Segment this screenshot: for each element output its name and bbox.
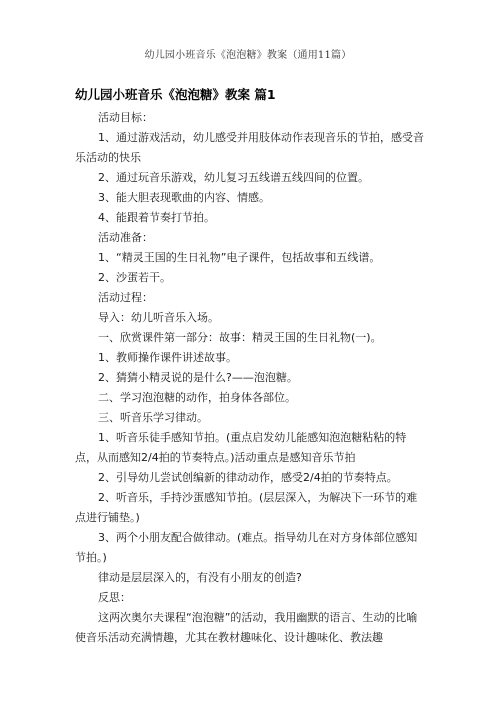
paragraph-preparation-1: 1、“精灵王国的生日礼物”电子课件，包括故事和五线谱。 bbox=[98, 251, 381, 264]
paragraph-step-1-2: 2、猜猜小精灵说的是什么?——泡泡糖。 bbox=[98, 371, 298, 384]
paragraph-step-3: 三、听音乐学习律动。 bbox=[98, 411, 208, 424]
paragraph-step-3-2a: 2、引导幼儿尝试创编新的律动动作，感受2/4拍的节奏特点。 bbox=[98, 471, 398, 484]
paragraph-preparation-2: 2、沙蛋若干。 bbox=[98, 271, 171, 284]
section-title: 幼儿园小班音乐《泡泡糖》教案 篇1 bbox=[75, 87, 276, 102]
paragraph-activity-goals-heading: 活动目标： bbox=[98, 111, 153, 124]
paragraph-reflection: 这两次奥尔夫课程“泡泡糖”的活动，我用幽默的语言、生动的比喻使音乐活动充满情趣，尤其在教材趣味化、设计趣味化、教法趣 bbox=[75, 611, 418, 644]
paragraph-goal-3: 3、能大胆表现歌曲的内容、情感。 bbox=[98, 191, 270, 204]
paragraph-question: 律动是层层深入的，有没有小朋友的创造? bbox=[98, 571, 302, 584]
paragraph-step-2: 二、学习泡泡糖的动作，拍身体各部位。 bbox=[98, 391, 296, 404]
paragraph-step-1: 一、欣赏课件第一部分：故事：精灵王国的生日礼物(一)。 bbox=[98, 331, 382, 344]
article-body bbox=[75, 85, 425, 648]
document-header: 幼儿园小班音乐《泡泡糖》教案（通用11篇） bbox=[144, 50, 352, 61]
paragraph-preparation-heading: 活动准备： bbox=[98, 231, 153, 244]
paragraph-intro: 导入：幼儿听音乐入场。 bbox=[98, 311, 219, 324]
paragraph-goal-1: 1、通过游戏活动，幼儿感受并用肢体动作表现音乐的节拍，感受音乐活动的快乐 bbox=[75, 131, 424, 164]
paragraph-goal-4: 4、能跟着节奏打节拍。 bbox=[98, 211, 215, 224]
paragraph-step-3-1: 1、听音乐徒手感知节拍。(重点启发幼儿能感知泡泡糖粘粘的特点，从而感知2/4拍的节奏特点。)活动重点是感知音乐节拍 bbox=[75, 431, 407, 464]
paragraph-reflection-heading: 反思： bbox=[98, 591, 131, 604]
paragraph-step-3-2b: 2、听音乐，手持沙蛋感知节拍。(层层深入，为解决下一环节的难点进行铺垫。) bbox=[75, 491, 418, 524]
paragraph-process-heading: 活动过程： bbox=[98, 291, 153, 304]
paragraph-goal-2: 2、通过玩音乐游戏，幼儿复习五线谱五线四间的位置。 bbox=[98, 171, 369, 184]
paragraph-step-3-3: 3、两个小朋友配合做律动。(难点。指导幼儿在对方身体部位感知节拍。) bbox=[75, 531, 418, 564]
paragraph-step-1-1: 1、教师操作课件讲述故事。 bbox=[98, 351, 237, 364]
